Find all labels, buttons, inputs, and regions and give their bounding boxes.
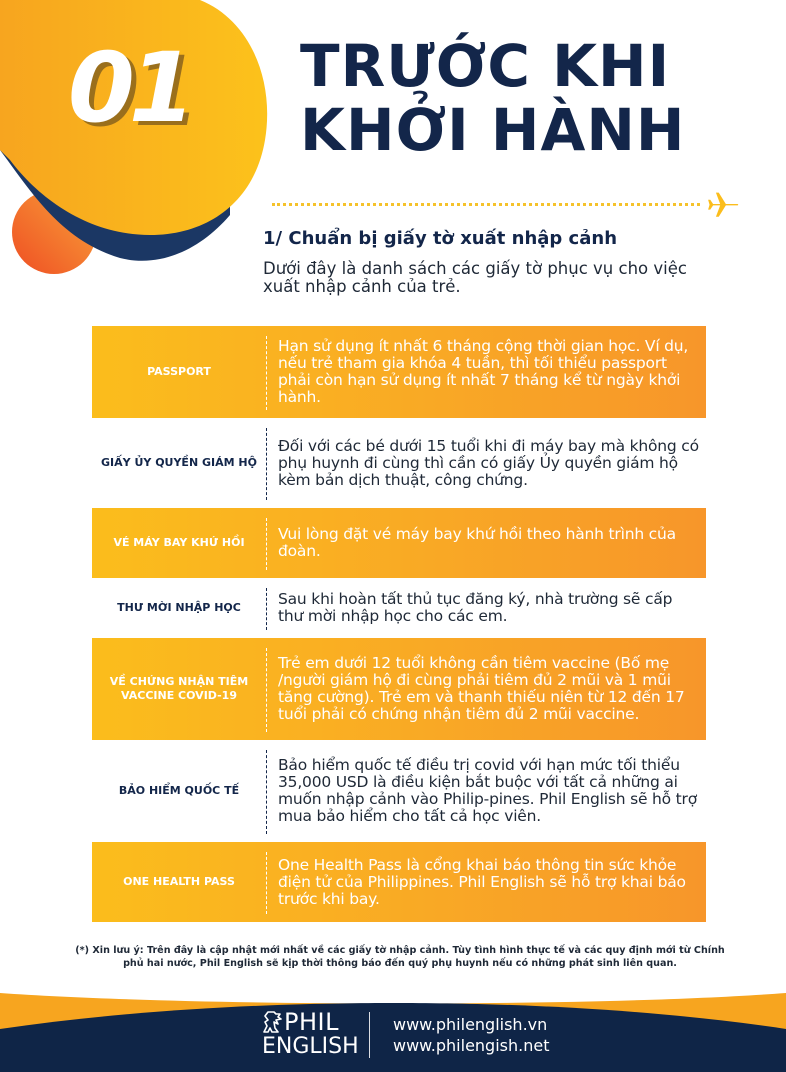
page-title xyxy=(300,34,780,162)
table-row-admission-letter xyxy=(92,578,706,638)
footer-divider xyxy=(369,1012,370,1058)
title-line-2: KHỞI HÀNH xyxy=(300,96,686,164)
footer-links xyxy=(393,1014,549,1056)
dashed-separator xyxy=(266,750,267,834)
row-label: VỀ CHỨNG NHẬN TIÊM VACCINE COVID-19 xyxy=(109,675,249,702)
row-description: Đối với các bé dưới 15 tuổi khi đi máy bay mà không có phụ huynh đi cùng thì cần có giấy Ủy quyền giám hộ kèm bản dịch thuật, công chứng. xyxy=(278,436,699,489)
dashed-separator xyxy=(266,648,267,732)
row-label: BẢO HIỂM QUỐC TẾ xyxy=(118,784,240,797)
row-label: PASSPORT xyxy=(147,365,211,378)
logo-text-english: ENGLISH xyxy=(262,1034,359,1059)
row-label: ONE HEALTH PASS xyxy=(123,875,235,888)
dashed-separator xyxy=(266,428,267,500)
table-row-passport xyxy=(92,326,706,418)
section-number: 01 xyxy=(68,32,190,144)
row-description: Vui lòng đặt vé máy bay khứ hồi theo hành trình của đoàn. xyxy=(278,525,676,560)
documents-table xyxy=(92,326,706,922)
row-description: Sau khi hoàn tất thủ tục đăng ký, nhà trường sẽ cấp thư mời nhập học cho các em. xyxy=(278,590,673,625)
website-link-vn[interactable]: www.philenglish.vn xyxy=(393,1015,548,1034)
dotted-divider xyxy=(272,203,700,206)
table-row-one-health-pass xyxy=(92,842,706,922)
row-description: One Health Pass là cổng khai báo thông tin sức khỏe điện tử của Philippines. Phil English sẽ hỗ trợ khai báo trước khi bay. xyxy=(278,855,686,908)
table-row-flight-ticket xyxy=(92,508,706,578)
row-description: Hạn sử dụng ít nhất 6 tháng cộng thời gian học. Ví dụ, nếu trẻ tham gia khóa 4 tuần, thì tối thiểu passport phải còn hạn sử dụng ít nhất 7 tháng kể từ ngày khởi hành. xyxy=(278,337,689,406)
row-description: Bảo hiểm quốc tế điều trị covid với hạn mức tối thiểu 35,000 USD là điều kiện bắt buộc với tất cả những ai muốn nhập cảnh vào Philip-pines. Phil English sẽ hỗ trợ mua bảo hiểm cho tất cả học viên. xyxy=(278,756,698,825)
table-row-insurance xyxy=(92,740,706,842)
row-label: VÉ MÁY BAY KHỨ HỒI xyxy=(113,536,245,549)
footnote: (*) Xin lưu ý: Trên đây là cập nhật mới nhất về các giấy tờ nhập cảnh. Tùy tình hình thực tế và các quy định mới từ Chính phủ hai nước, Phil English sẽ kịp thời thông báo đến quý phụ huynh nếu có những phát sinh liên quan. xyxy=(75,945,725,969)
logo-text-phil: PHIL xyxy=(284,1008,339,1036)
table-row-guardianship xyxy=(92,418,706,508)
section-heading: 1/ Chuẩn bị giấy tờ xuất nhập cảnh xyxy=(263,228,618,249)
title-line-1: TRƯỚC KHI xyxy=(300,32,671,100)
row-label: GIẤY ỦY QUYỀN GIÁM HỘ xyxy=(101,456,257,469)
phil-english-logo xyxy=(262,1008,359,1062)
lion-crest-icon xyxy=(262,1010,284,1034)
dashed-separator xyxy=(266,518,267,570)
dashed-separator xyxy=(266,336,267,410)
row-description: Trẻ em dưới 12 tuổi không cần tiêm vaccine (Bố mẹ /người giám hộ đi cùng phải tiêm đủ 2 mũi và 1 mũi tăng cường). Trẻ em và thanh thiếu niên từ 12 đến 17 tuổi phải có chứng nhận tiêm đủ 2 mũi vaccine. xyxy=(278,654,685,723)
dashed-separator xyxy=(266,852,267,914)
dashed-separator xyxy=(266,588,267,630)
section-intro: Dưới đây là danh sách các giấy tờ phục vụ cho việc xuất nhập cảnh của trẻ. xyxy=(263,259,687,296)
table-row-vaccine xyxy=(92,638,706,740)
airplane-icon xyxy=(706,187,740,221)
row-label: THƯ MỜI NHẬP HỌC xyxy=(117,601,241,614)
website-link-net[interactable]: www.philengish.net xyxy=(393,1036,550,1055)
